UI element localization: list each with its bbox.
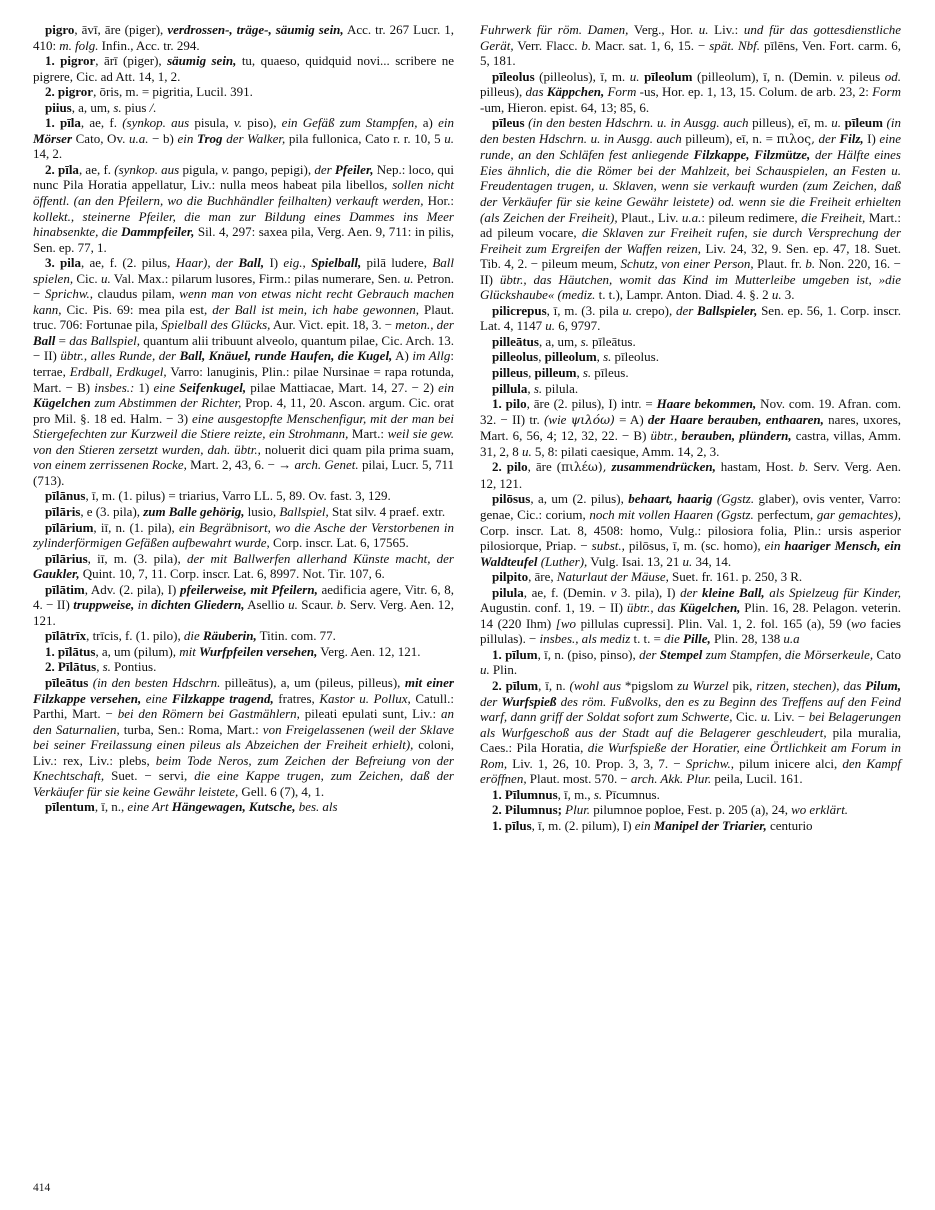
dictionary-entry: 1. pīlātus, a, um (pilum), mit Wurfpfeilen versehen, Verg. Aen. 12, 121. [45,643,421,659]
dictionary-entry: 1. Pīlumnus, ī, m., s. Pīcumnus. [492,786,660,802]
dictionary-entry: pīleātus (in den besten Hdschrn. pilleātus), a, um (pileus, pilleus), mit einer Filzkappe versehen, eine Filzkappe tragend, fratres, Kastor u. Pollux, Catull.: Parthi, Mart. − bei den Römern bei Gastmählern, pileati epulati sunt, Liv.: an den Saturnalien, turba, Sen.: Roma, Mart.: von Freigelassenen (weil der Sklave bei seiner Freilassung einen pileus als Abzeichen der Freiheit erhielt), coloni, Liv.: rex, Liv.: plebs, beim Tode Neros, zum Zeichen der Befreiung von der Knechtschaft, Suet. − servi, die eine Kappe trugen, zum Zeichen, daß der Verkäufer für sie keine Gewähr leistete, Gell. 6 (7), 4, 1. [33,674,455,799]
dictionary-entry: 2. Pilumnus; Plur. pilumnoe poploe, Fest. p. 205 (a), 24, wo erklärt. [492,802,849,818]
dictionary-entry: 1. pigror, ārī (piger), säumig sein, tu, quaeso, quidquid novi... scribere ne pigrere, Cic. ad Att. 14, 1, 2. [33,53,455,84]
dictionary-entry: pilleus, pilleum, s. pīleus. [492,365,629,381]
dictionary-entry: pilleolus, pilleolum, s. pīleolus. [492,349,659,365]
dictionary-entry: pilicrepus, ī, m. (3. pila u. crepo), der Ballspieler, Sen. ep. 56, 1. Corp. inscr. Lat. 4, 1147 u. 6, 9797. [480,302,902,334]
dictionary-entry: 1. pīlus, ī, m. (2. pilum), I) ein Manipel der Triarier, centurio [492,817,813,833]
dictionary-entry: 2. pigror, ōris, m. = pigritia, Lucil. 391. [45,84,253,100]
dictionary-entry: pīlārius, iī, m. (3. pila), der mit Ballwerfen allerhand Künste macht, der Gaukler, Quint. 10, 7, 11. Corp. inscr. Lat. 6, 8997. Not. Tir. 107, 6. [33,550,454,582]
left-column [33,22,454,815]
dictionary-entry: 1. pīlum, ī, n. (piso, pinso), der Stempel zum Stampfen, die Mörserkeule, Cato u. Plin. [480,646,901,678]
dictionary-entry: pīlārium, iī, n. (1. pila), ein Begräbnisort, wo die Asche der Verstorbenen in zylinderförmigen Gefäßen aufbewahrt wurde, Corp. inscr. Lat. 6, 17565. [33,519,454,551]
dictionary-entry: pilleātus, a, um, s. pīleātus. [492,333,636,349]
dictionary-entry: 2. pilo, āre (πιλέω), zusammendrücken, hastam, Host. b. Serv. Verg. Aen. 12, 121. [480,459,902,491]
dictionary-entry: pīlātim, Adv. (2. pila), I) pfeilerweise, mit Pfeilern, aedificia agere, Vitr. 6, 8, 4. − II) truppweise, in dichten Gliedern, Asellio u. Scaur. b. Serv. Verg. Aen. 12, 121. [33,581,455,628]
dictionary-entry: pīleus (in den besten Hdschrn. u. in Ausgg. auch pilleus), eī, m. u. pīleum (in den besten Hdschrn. u. in Ausgg. auch pilleum), eī, n. = πιλος, der Filz, I) eine runde, an den Schläfen fest anliegende Filzkappe, Filzmütze, der Hälfte eines Eies ähnlich, die die Römer bei der Mahlzeit, bei Schauspielen, an Festen u. Freudentagen trugen, u. Sklaven, wenn sie verkauft wurden (zum Zeichen, daß der Verkäufer für sie keine Gewähr leistete) od. wenn sie die Freiheit erhielten (als Zeichen der Freiheit), Plaut., Liv. u.a.: pileum redimere, die Freiheit, Mart.: ad pileum vocare, die Sklaven zur Freiheit rufen, sie durch Versprechung der Freiheit zum Ergreifen der Waffen reizen, Liv. 24, 32, 9. Sen. ep. 47, 18. Suet. Tib. 4, 2. − pileum meum, Schutz, von einer Person, Plaut. fr. b. Non. 220, 16. − II) übtr., das Häutchen, womit das Kind im Mutterleibe umgeben ist, »die Glückshaube« (mediz. t. t.), Lampr. Anton. Diad. 4. §. 2 u. 3. [480,115,902,303]
dictionary-entry: pīleolus (pilleolus), ī, m. u. pīleolum (pilleolum), ī, n. (Demin. v. pileus od. pilleus), das Käppchen, Form -us, Hor. ep. 1, 13, 15. Colum. de arb. 23, 2: Form -um, Hieron. epist. 64, 13; 85, 6. [480,68,902,115]
dictionary-entry: pigro, āvī, āre (piger), verdrossen-, träge-, säumig sein, Acc. tr. 267 Lucr. 1, 410: m. folg. Infin., Acc. tr. 294. [33,22,454,53]
right-column [480,22,901,833]
dictionary-entry: pilōsus, a, um (2. pilus), behaart, haarig (Ggstz. glaber), ovis venter, Varro: genae, Cic.: corium, noch mit vollen Haaren (Ggstz. perfectum, gar gemachtes), Corp. inscr. Lat. 8, 4508: homo, Vulg.: pilosiora folia, Plin.: ursis asperior pilosiorque, Priap. − subst., pilōsus, ī, m. (sc. homo), ein haariger Mensch, ein Waldteufel (Luther), Vulg. Isai. 13, 21 u. 34, 14. [480,491,902,569]
dictionary-entry: pīlātrīx, trīcis, f. (1. pilo), die Räuberin, Titin. com. 77. [45,628,336,644]
dictionary-entry: 1. pilo, āre (2. pilus), I) intr. = Haare bekommen, Nov. com. 19. Afran. com. 32. − II) tr. (wie ψιλόω) = A) der Haare berauben, enthaaren, nares, uxores, Mart. 6, 56, 4; 12, 32, 22. − B) übtr., berauben, plündern, castra, villas, Amm. 31, 2, 8 u. 5, 8: pilati caesique, Amm. 14, 2, 3. [480,396,901,459]
dictionary-entry: pīlānus, ī, m. (1. pilus) = triarius, Varro LL. 5, 89. Ov. fast. 3, 129. [45,488,391,504]
dictionary-entry: 2. Pīlātus, s. Pontius. [45,659,157,675]
dictionary-entry: pilula, ae, f. (Demin. v 3. pila), I) der kleine Ball, als Spielzeug für Kinder, Augustin. conf. 1, 19. − II) übtr., das Kügelchen, Plin. 16, 28. Pelagon. veterin. 14 (220 Ihm) [wo pillulas cupressi]. Plin. Val. 1, 2. fol. 165 (a), 59 (wo facies pillulas). − insbes., als mediz t. t. = die Pille, Plin. 28, 138 u.a [480,584,901,647]
dictionary-entry: piius, a, um, s. pius /. [45,99,157,115]
dictionary-entry: 3. pila, ae, f. (2. pilus, Haar), der Ball, I) eig., Spielball, pilā ludere, Ball spielen, Cic. u. Val. Max.: pilarum lusores, Firm.: pilas numerare, Sen. u. Petron. − Sprichw., claudus pilam, wenn man von etwas nicht recht Gebrauch machen kann, Cic. Pis. 69: mea pila est, der Ball ist mein, ich habe gewonnen, Plaut. truc. 706: Fortunae pila, Spielball des Glücks, Aur. Vict. epit. 18, 3. − meton., der Ball = das Ballspiel, quantum alii tribuunt alveolo, quantum pilae, Cic. Arch. 13. − II) übtr., alles Runde, der Ball, Knäuel, runde Haufen, die Kugel, A) im Allg: terrae, Erdball, Erdkugel, Varro: lanuginis, Plin.: pilae Nursinae = rapa rotunda, Mart. − B) insbes.: 1) eine Seifenkugel, pilae Mattiacae, Mart. 14, 27. − 2) ein Kügelchen zum Abstimmen der Richter, Prop. 4, 11, 20. Ascon. argum. Cic. orat pro Mil. §. 18 ed. Halm. − 3) eine ausgestopfte Menschenfigur, mit der man bei Stiergefechten zur Kurzweil die Stiere reizte, ein Strohmann, Mart.: weil sie gew. von den Stieren zersetzt wurden, dah. übtr., noluerit dici quam pila prima suam, von einem zerrissenen Rocke, Mart. 2, 43, 6. − → arch. Genet. pilai, Lucr. 5, 711 (713). [33,255,455,488]
dictionary-entry: 1. pīla, ae, f. (synkop. aus pisula, v. piso), ein Gefäß zum Stampfen, a) ein Mörser Cato, Ov. u.a. − b) ein Trog der Walker, pila fullonica, Cato r. r. 10, 5 u. 14, 2. [33,115,454,162]
dictionary-entry: pilpito, āre, Naturlaut der Mäuse, Suet. fr. 161. p. 250, 3 R. [492,569,803,585]
page-columns [33,22,902,833]
dictionary-entry: pīlentum, ī, n., eine Art Hängewagen, Kutsche, bes. als [45,799,338,815]
dictionary-entry: 2. pīla, ae, f. (synkop. aus pigula, v. pango, pepigi), der Pfeiler, Nep.: loco, qui nunc Pila Horatia appellatur, Liv.: nulla meos habeat pila libellos, sollen nicht öffentl. (an den Pfeilern, wo die Buchhändler feilhalten) verkauft werden, Hor.: kollekt., steinerne Pfeiler, die man zur Bildung eines Dammes ins Meer hinabsenkte, die Dammpfeiler, Sil. 4, 297: saxea pila, Verg. Aen. 9, 711: in pilis, Sen. ep. 77, 1. [33,161,455,255]
dictionary-entry: 2. pīlum, ī, n. (wohl aus *pigslom zu Wurzel pik, ritzen, stechen), das Pilum, der Wurfspieß des röm. Fußvolks, den es zu Beginn des Treffens auf den Feind warf, dann griff der Soldat sofort zum Schwerte, Cic. u. Liv. − bei Belagerungen als Wurfgeschoß aus der Stadt auf die Belagerer geschleudert, pila muralia, Caes.: Pila Horatia, die Wurfspieße der Horatier, eine Örtlichkeit am Forum in Rom, Liv. 1, 26, 10. Prop. 3, 3, 7. − Sprichw., pilum inicere alci, den Kampf eröffnen, Plaut. most. 570. − arch. Akk. Plur. peila, Lucil. 161. [480,677,902,787]
dictionary-entry: pīlāris, e (3. pila), zum Balle gehörig, lusio, Ballspiel, Stat silv. 4 praef. extr. [45,503,446,519]
page-number: 414 [33,1182,51,1194]
dictionary-entry: Fuhrwerk für röm. Damen, Verg., Hor. u. Liv.: und für das gottesdienstliche Gerät, Verr. Flacc. b. Macr. sat. 1, 6, 15. − spät. Nbf. pīlēns, Ven. Fort. carm. 6, 5, 181. [480,22,902,69]
dictionary-entry: pillula, s. pilula. [492,380,579,396]
